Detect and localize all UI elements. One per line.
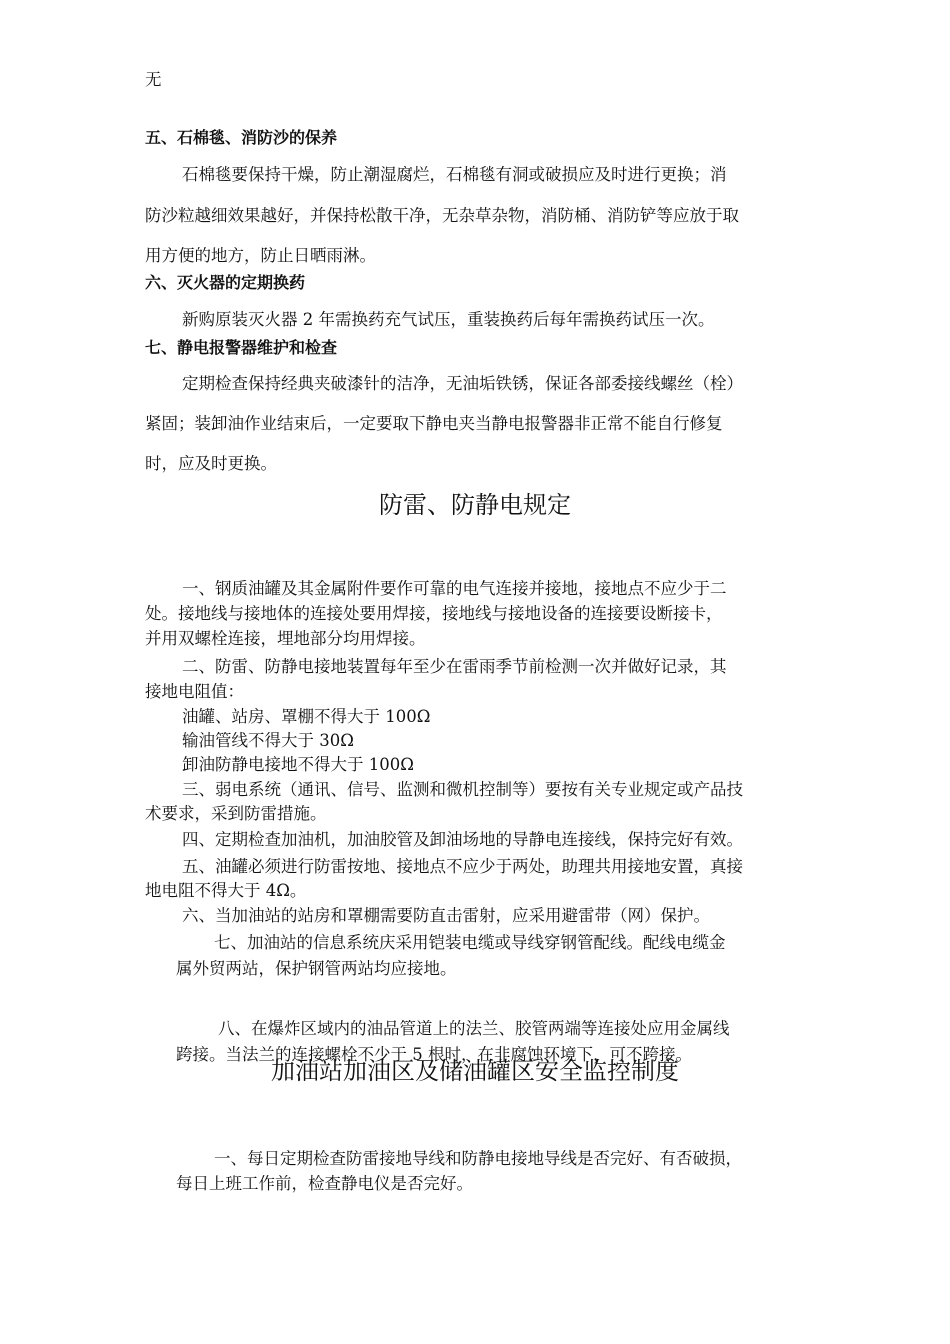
section-heading-5: 五、石棉毯、消防沙的保养 <box>145 128 338 147</box>
paragraph-line: 石棉毯要保持干燥，防止潮湿腐烂，石棉毯有洞或破损应及时进行更换；消 <box>182 165 727 184</box>
lightning-line: 四、定期检查加油机，加油胶管及卸油场地的导静电连接线，保持完好有效。 <box>182 830 743 849</box>
lightning-line: 油罐、站房、罩棚不得大于 100Ω <box>182 707 431 726</box>
lightning-line: 处。接地线与接地体的连接处要用焊接，接地线与接地设备的连接要设断接卡， <box>145 604 723 623</box>
lightning-line: 一、钢质油罐及其金属附件要作可靠的电气连接并接地，接地点不应少于二 <box>182 579 727 598</box>
paragraph-line: 新购原装灭火器 2 年需换药充气试压，重装换药后每年需换药试压一次。 <box>182 310 715 329</box>
lightning-title: 防雷、防静电规定 <box>379 491 571 519</box>
lightning-line: 五、油罐必须进行防雷按地、接地点不应少于两处，助理共用接地安置，真接 <box>182 857 743 876</box>
lightning-line: 八、在爆炸区域内的油品管道上的法兰、胶管两端等连接处应用金属线 <box>218 1019 730 1038</box>
lightning-line: 并用双螺栓连接，埋地部分均用焊接。 <box>145 629 426 648</box>
section-heading-6: 六、灭火器的定期换药 <box>145 273 306 292</box>
paragraph-line: 时，应及时更换。 <box>145 454 277 473</box>
paragraph-line: 定期检查保持经典夹破漆针的洁净，无油垢铁锈，保证各部委接线螺丝（栓） <box>182 374 743 393</box>
paragraph-line: 防沙粒越细效果越好，并保持松散干净，无杂草杂物，消防桶、消防铲等应放于取 <box>145 206 739 225</box>
lightning-line: 地电阻不得大于 4Ω。 <box>145 881 307 900</box>
lightning-line: 术要求，采到防雷措施。 <box>145 804 327 823</box>
page-fragment: 无 <box>145 70 162 89</box>
lightning-line: 二、防雷、防静电接地装置每年至少在雷雨季节前检测一次并做好记录，其 <box>182 657 727 676</box>
lightning-line: 七、加油站的信息系统庆采用铠装电缆或导线穿钢管配线。配线电缆金 <box>214 933 726 952</box>
lightning-line: 六、当加油站的站房和罩棚需要防直击雷射，应采用避雷带（网）保护。 <box>182 906 710 925</box>
paragraph-line: 用方便的地方，防止日晒雨淋。 <box>145 246 376 265</box>
lightning-line: 属外贸两站，保护钢管两站均应接地。 <box>176 959 457 978</box>
monitor-title: 加油站加油区及储油罐区安全监控制度 <box>271 1057 679 1085</box>
lightning-line: 卸油防静电接地不得大于 100Ω <box>182 755 414 774</box>
lightning-line: 接地电阻值： <box>145 682 244 701</box>
lightning-line: 输油管线不得大于 30Ω <box>182 731 354 750</box>
paragraph-line: 紧固；装卸油作业结束后，一定要取下静电夹当静电报警器非正常不能自行修复 <box>145 414 723 433</box>
monitor-line: 每日上班工作前，检查静电仪是否完好。 <box>176 1174 473 1193</box>
lightning-line: 跨接。当法兰的连接螺栓不少于 5 根时，在非腐蚀环境下，可不跨接。 <box>176 1045 692 1064</box>
section-heading-7: 七、静电报警器维护和检查 <box>145 338 338 357</box>
monitor-line: 一、每日定期检查防雷接地导线和防静电接地导线是否完好、有否破损， <box>214 1149 742 1168</box>
lightning-line: 三、弱电系统（通讯、信号、监测和微机控制等）要按有关专业规定或产品技 <box>182 780 743 799</box>
